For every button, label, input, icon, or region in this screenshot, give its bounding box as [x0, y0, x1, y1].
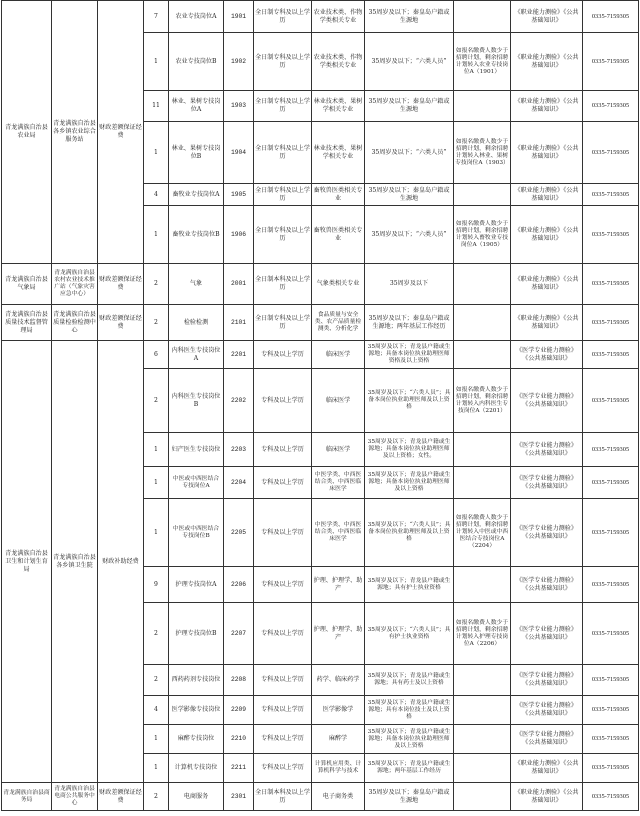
num-cell: 1 [144, 122, 169, 184]
major-cell: 农业技术类、作物学类相关专业 [312, 33, 365, 91]
phone-cell: 0335-7159305 [583, 467, 639, 499]
cond-cell: 35周岁及以下；青龙县户籍或生源地；具有护士执业资格 [365, 567, 454, 603]
code-cell: 2001 [224, 264, 254, 305]
cond-cell: 35周岁及以下；“六类人员”；具备本岗位执业助理医师及以上资格 [365, 499, 454, 567]
major-cell: 临床医学 [312, 341, 365, 369]
exam-cell: 《医学专业能力测验》《公共基础知识》 [511, 467, 583, 499]
note-cell [454, 696, 511, 725]
major-cell: 农业技术类、作物学类相关专业 [312, 1, 365, 33]
cond-cell: 35周岁及以下；秦皇岛户籍或生源地 [365, 91, 454, 122]
edu-cell: 专科及以上学历 [254, 754, 312, 783]
phone-cell: 0335-7159305 [583, 783, 639, 811]
code-cell: 2208 [224, 665, 254, 696]
code-cell: 2202 [224, 369, 254, 433]
code-cell: 2205 [224, 499, 254, 567]
edu-cell: 专科及以上学历 [254, 369, 312, 433]
code-cell: 1905 [224, 184, 254, 206]
major-cell: 药学、临床药学 [312, 665, 365, 696]
code-cell: 2204 [224, 467, 254, 499]
cond-cell: 35周岁及以下；青龙县户籍或生源地；具有本岗位技士及以上资格 [365, 696, 454, 725]
phone-cell: 0335-7159305 [583, 725, 639, 754]
edu-cell: 专科及以上学历 [254, 603, 312, 665]
edu-cell: 全日制专科及以上学历 [254, 1, 312, 33]
unit-cell: 青龙满族自治县各乡镇卫生院 [52, 341, 98, 783]
note-cell [454, 91, 511, 122]
exam-cell: 《医学专业能力测验》《公共基础知识》 [511, 696, 583, 725]
exam-cell: 《医学专业能力测验》《公共基础知识》 [511, 369, 583, 433]
cond-cell: 35周岁及以下；“六类人员”；具有护士执业资格 [365, 603, 454, 665]
cond-cell: 35周岁及以下；青龙县户籍或生源地；具备本岗位执业助理医师及以上资格 [365, 467, 454, 499]
cond-cell: 35周岁及以下；“六类人员” [365, 122, 454, 184]
post-cell: 麻醉专技岗位 [169, 725, 224, 754]
major-cell: 麻醉学 [312, 725, 365, 754]
num-cell: 1 [144, 725, 169, 754]
num-cell: 2 [144, 603, 169, 665]
note-cell [454, 783, 511, 811]
cond-cell: 35周岁及以下；秦皇岛户籍或生源地；两年基层工作经历 [365, 305, 454, 341]
fund-cell: 财政差额保证经费 [98, 264, 144, 305]
note-cell: 如报名缴费人数少于招聘计划，剩余招聘计划转入护理专技岗位A（2206） [454, 603, 511, 665]
post-cell: 内科医生专技岗位B [169, 369, 224, 433]
cond-cell: 35周岁及以下；“六类人员” [365, 206, 454, 264]
note-cell: 如报名缴费人数少于招聘计划，剩余招聘计划转入中医或中西医结合专技岗位A（2204） [454, 499, 511, 567]
exam-cell: 《职业能力测验》《公共基础知识》 [511, 783, 583, 811]
note-cell [454, 341, 511, 369]
fund-cell: 财政差额保证经费 [98, 1, 144, 264]
unit-cell: 青龙满族自治县质量检验检测中心 [52, 305, 98, 341]
post-cell: 农业专技岗位B [169, 33, 224, 91]
edu-cell: 全日制专科及以上学历 [254, 91, 312, 122]
exam-cell: 《职业能力测验》《公共基础知识》 [511, 754, 583, 783]
num-cell: 11 [144, 91, 169, 122]
dept-cell: 青龙满族自治县农业局 [2, 1, 52, 264]
edu-cell: 全日制专科及以上学历 [254, 305, 312, 341]
code-cell: 1904 [224, 122, 254, 184]
phone-cell: 0335-7159305 [583, 665, 639, 696]
code-cell: 2209 [224, 696, 254, 725]
major-cell: 计算机应用类、计算机科学与技术 [312, 754, 365, 783]
exam-cell: 《职业能力测验》《公共基础知识》 [511, 33, 583, 91]
num-cell: 2 [144, 369, 169, 433]
note-cell [454, 754, 511, 783]
exam-cell: 《医学专业能力测验》《公共基础知识》 [511, 665, 583, 696]
num-cell: 4 [144, 696, 169, 725]
phone-cell: 0335-7159305 [583, 184, 639, 206]
edu-cell: 全日制专科及以上学历 [254, 122, 312, 184]
post-cell: 护理专技岗位B [169, 603, 224, 665]
exam-cell: 《职业能力测验》《公共基础知识》 [511, 122, 583, 184]
note-cell [454, 433, 511, 467]
edu-cell: 专科及以上学历 [254, 499, 312, 567]
post-cell: 内科医生专技岗位A [169, 341, 224, 369]
exam-cell: 《医学专业能力测验》《公共基础知识》 [511, 433, 583, 467]
table-row [2, 341, 639, 369]
phone-cell: 0335-7159305 [583, 567, 639, 603]
code-cell: 2203 [224, 433, 254, 467]
major-cell: 临床医学 [312, 433, 365, 467]
code-cell: 1903 [224, 91, 254, 122]
note-cell [454, 467, 511, 499]
post-cell: 林业、果树专技岗位A [169, 91, 224, 122]
cond-cell: 35周岁及以下；青龙县户籍或生源地；两年基层工作经历 [365, 754, 454, 783]
note-cell: 如报名缴费人数少于招聘计划，剩余招聘计划转入农业专技岗位A（1901） [454, 33, 511, 91]
phone-cell: 0335-7159305 [583, 433, 639, 467]
exam-cell: 《职业能力测验》《公共基础知识》 [511, 184, 583, 206]
edu-cell: 专科及以上学历 [254, 725, 312, 754]
post-cell: 中医或中西医结合专技岗位B [169, 499, 224, 567]
code-cell: 1906 [224, 206, 254, 264]
post-cell: 气象 [169, 264, 224, 305]
exam-cell: 《职业能力测验》《公共基础知识》 [511, 91, 583, 122]
note-cell: 如报名缴费人数少于招聘计划，剩余招聘计划转入林业、果树专技岗位A（1903） [454, 122, 511, 184]
code-cell: 2201 [224, 341, 254, 369]
edu-cell: 专科及以上学历 [254, 467, 312, 499]
cond-cell: 35周岁及以下 [365, 264, 454, 305]
cond-cell: 35周岁及以下；“六类人员” [365, 33, 454, 91]
note-cell: 如报名缴费人数少于招聘计划，剩余招聘计划转入内科医生专技岗位A（2201） [454, 369, 511, 433]
num-cell: 1 [144, 499, 169, 567]
edu-cell: 全日制本科及以上学历 [254, 264, 312, 305]
post-cell: 西药药剂专技岗位 [169, 665, 224, 696]
table-row [2, 305, 639, 341]
unit-cell: 青龙满族自治县农村农业技术推广站（气象灾害应急中心） [52, 264, 98, 305]
num-cell: 9 [144, 567, 169, 603]
recruitment-table [1, 0, 639, 811]
num-cell: 1 [144, 467, 169, 499]
major-cell: 食品质量与安全类、农产品质量检测类、分析化学 [312, 305, 365, 341]
unit-cell: 青龙满族自治县各乡镇农业综合服务站 [52, 1, 98, 264]
code-cell: 2101 [224, 305, 254, 341]
code-cell: 2206 [224, 567, 254, 603]
major-cell: 中医学类、中西医结合类、中西医临床医学 [312, 499, 365, 567]
post-cell: 林业、果树专技岗位B [169, 122, 224, 184]
num-cell: 2 [144, 305, 169, 341]
phone-cell: 0335-7159305 [583, 206, 639, 264]
exam-cell: 《职业能力测验》《公共基础知识》 [511, 305, 583, 341]
phone-cell: 0335-7159305 [583, 264, 639, 305]
phone-cell: 0335-7159305 [583, 341, 639, 369]
code-cell: 1901 [224, 1, 254, 33]
exam-cell: 《医学专业能力测验》《公共基础知识》 [511, 603, 583, 665]
note-cell: 如报名缴费人数少于招聘计划，剩余招聘计划转入畜牧业专技岗位A（1905） [454, 206, 511, 264]
post-cell: 畜牧业专技岗位A [169, 184, 224, 206]
post-cell: 电商服务 [169, 783, 224, 811]
phone-cell: 0335-7159305 [583, 33, 639, 91]
num-cell: 4 [144, 184, 169, 206]
num-cell: 6 [144, 341, 169, 369]
major-cell: 林业技术类、果树学相关专业 [312, 122, 365, 184]
fund-cell: 财政差额保证经费 [98, 783, 144, 811]
num-cell: 1 [144, 754, 169, 783]
edu-cell: 专科及以上学历 [254, 341, 312, 369]
edu-cell: 专科及以上学历 [254, 665, 312, 696]
major-cell: 医学影像学 [312, 696, 365, 725]
code-cell: 2210 [224, 725, 254, 754]
exam-cell: 《职业能力测验》《公共基础知识》 [511, 264, 583, 305]
phone-cell: 0335-7159305 [583, 1, 639, 33]
edu-cell: 专科及以上学历 [254, 567, 312, 603]
dept-cell: 青龙满族自治县气象局 [2, 264, 52, 305]
table-row [2, 783, 639, 811]
cond-cell: 35周岁及以下；秦皇岛户籍或生源地 [365, 184, 454, 206]
post-cell: 护理专技岗位A [169, 567, 224, 603]
exam-cell: 《医学专业能力测验》《公共基础知识》 [511, 341, 583, 369]
post-cell: 中医或中西医结合专技岗位A [169, 467, 224, 499]
edu-cell: 全日制专科及以上学历 [254, 184, 312, 206]
num-cell: 1 [144, 433, 169, 467]
major-cell: 畜牧兽医类相关专业 [312, 184, 365, 206]
major-cell: 中医学类、中西医结合类、中西医临床医学 [312, 467, 365, 499]
phone-cell: 0335-7159305 [583, 603, 639, 665]
dept-cell: 青龙满族自治县卫生和计划生育局 [2, 341, 52, 783]
note-cell [454, 567, 511, 603]
cond-cell: 35周岁及以下；秦皇岛户籍或生源地 [365, 1, 454, 33]
table-row [2, 264, 639, 305]
post-cell: 畜牧业专技岗位B [169, 206, 224, 264]
num-cell: 1 [144, 206, 169, 264]
post-cell: 医学影像专技岗位 [169, 696, 224, 725]
phone-cell: 0335-7159305 [583, 305, 639, 341]
num-cell: 1 [144, 33, 169, 91]
major-cell: 护理、护理学、助产 [312, 603, 365, 665]
edu-cell: 全日制本科及以上学历 [254, 783, 312, 811]
num-cell: 2 [144, 783, 169, 811]
code-cell: 2211 [224, 754, 254, 783]
num-cell: 2 [144, 264, 169, 305]
exam-cell: 《职业能力测验》《公共基础知识》 [511, 206, 583, 264]
note-cell [454, 1, 511, 33]
phone-cell: 0335-7159305 [583, 754, 639, 783]
note-cell [454, 305, 511, 341]
post-cell: 检验检测 [169, 305, 224, 341]
note-cell [454, 665, 511, 696]
major-cell: 畜牧兽医类相关专业 [312, 206, 365, 264]
num-cell: 7 [144, 1, 169, 33]
phone-cell: 0335-7159305 [583, 91, 639, 122]
unit-cell: 青龙满族自治县电商公共服务中心 [52, 783, 98, 811]
major-cell: 电子商务类 [312, 783, 365, 811]
cond-cell: 35周岁及以下；青龙县户籍或生源地；具备本岗位执业助理医师及以上资格 [365, 725, 454, 754]
dept-cell: 青龙满族自治县商务局 [2, 783, 52, 811]
cond-cell: 35周岁及以下；青龙县户籍或生源地；具备本岗位执业助理医师及以上资格；女性。 [365, 433, 454, 467]
cond-cell: 35周岁及以下；秦皇岛户籍或生源地 [365, 783, 454, 811]
edu-cell: 全日制专科及以上学历 [254, 206, 312, 264]
edu-cell: 专科及以上学历 [254, 696, 312, 725]
exam-cell: 《医学专业能力测验》《公共基础知识》 [511, 567, 583, 603]
fund-cell: 财政补助经费 [98, 341, 144, 783]
exam-cell: 《医学专业能力测验》《公共基础知识》 [511, 499, 583, 567]
phone-cell: 0335-7159305 [583, 369, 639, 433]
major-cell: 林业技术类、果树学相关专业 [312, 91, 365, 122]
dept-cell: 青龙满族自治县质量技术监督管理局 [2, 305, 52, 341]
edu-cell: 专科及以上学历 [254, 433, 312, 467]
fund-cell: 财政差额保证经费 [98, 305, 144, 341]
num-cell: 2 [144, 665, 169, 696]
code-cell: 2301 [224, 783, 254, 811]
code-cell: 1902 [224, 33, 254, 91]
note-cell [454, 184, 511, 206]
code-cell: 2207 [224, 603, 254, 665]
phone-cell: 0335-7159305 [583, 122, 639, 184]
phone-cell: 0335-7159305 [583, 696, 639, 725]
post-cell: 妇产医生专技岗位 [169, 433, 224, 467]
cond-cell: 35周岁及以下；青龙县户籍或生源地；具备本岗位执业助理医师资格及以上资格 [365, 341, 454, 369]
note-cell [454, 725, 511, 754]
post-cell: 农业专技岗位A [169, 1, 224, 33]
post-cell: 计算机专技岗位 [169, 754, 224, 783]
exam-cell: 《职业能力测验》《公共基础知识》 [511, 1, 583, 33]
cond-cell: 35周岁及以下；“六类人员”；具备本岗位执业助理医师及以上资格 [365, 369, 454, 433]
edu-cell: 全日制专科及以上学历 [254, 33, 312, 91]
major-cell: 护理、护理学、助产 [312, 567, 365, 603]
cond-cell: 35周岁及以下；青龙县户籍或生源地；具有药士及以上资格 [365, 665, 454, 696]
major-cell: 气象类相关专业 [312, 264, 365, 305]
phone-cell: 0335-7159305 [583, 499, 639, 567]
exam-cell: 《医学专业能力测验》《公共基础知识》 [511, 725, 583, 754]
table-row [2, 1, 639, 33]
note-cell [454, 264, 511, 305]
major-cell: 临床医学 [312, 369, 365, 433]
